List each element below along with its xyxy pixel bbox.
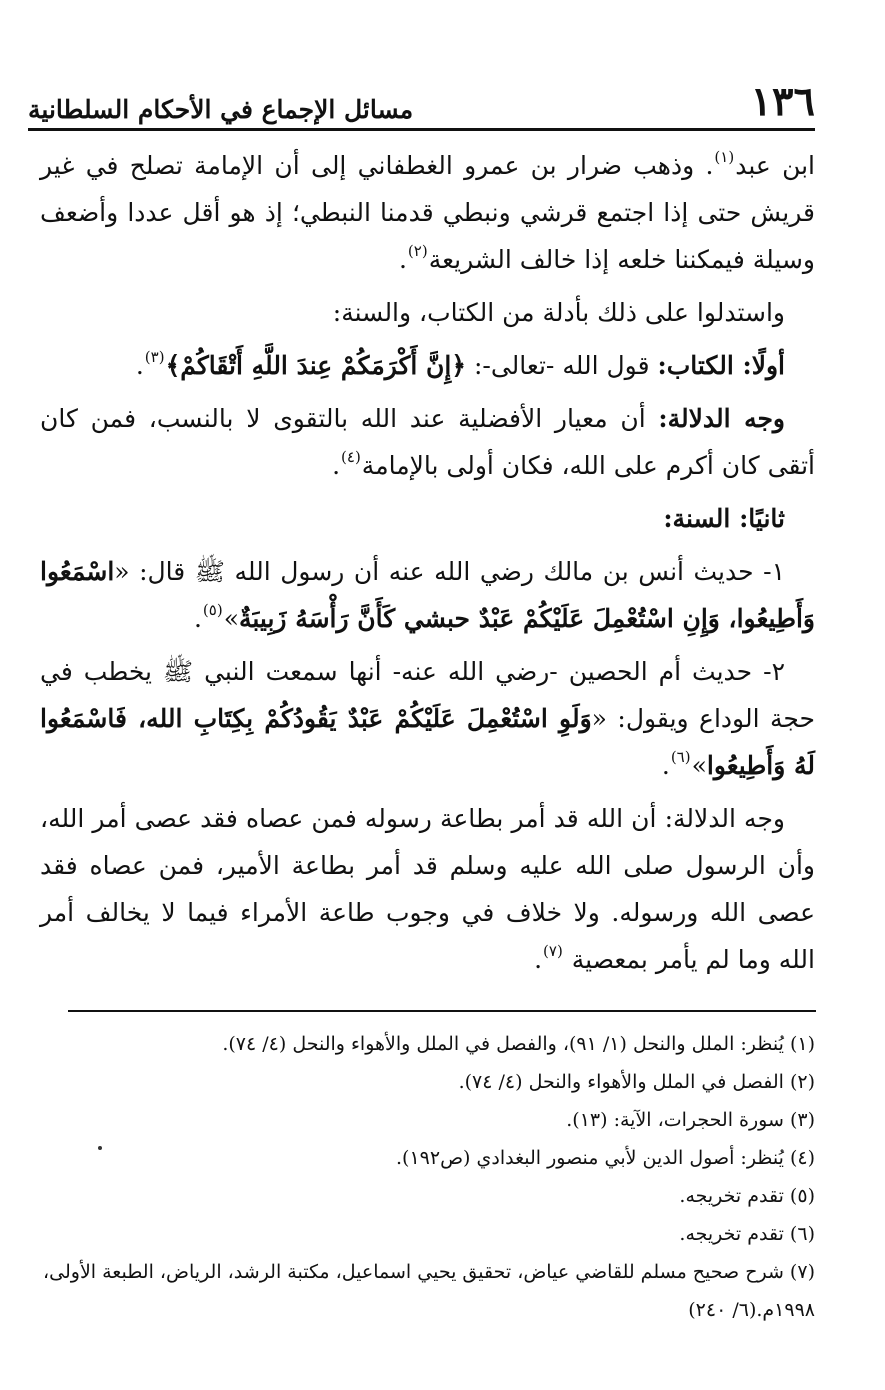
text-run: .: [534, 945, 543, 974]
text-run: .: [193, 604, 202, 633]
footnote-5: (٥) تقدم تخريجه.: [679, 1185, 815, 1207]
footnote-ref-3[interactable]: (٣): [144, 348, 165, 366]
quran-verse: ﴿إِنَّ أَكْرَمَكُمْ عِندَ اللَّهِ أَتْقَاكُمْ﴾: [165, 351, 467, 380]
text-run: .: [398, 245, 407, 274]
text-run: »: [691, 751, 707, 780]
footnote-6: (٦) تقدم تخريجه.: [679, 1223, 815, 1245]
footnote-3: (٣) سورة الحجرات، الآية: (١٣).: [566, 1109, 815, 1131]
paragraph-2: واستدلوا على ذلك بأدلة من الكتاب، والسنة:: [332, 298, 785, 327]
footnotes: [40, 1025, 815, 1329]
footnote-ref-6[interactable]: (٦): [670, 748, 691, 766]
paragraph-3: [40, 342, 815, 389]
footnote-ref-4[interactable]: (٤): [341, 448, 361, 466]
page-number: ١٣٦: [750, 78, 815, 125]
paragraph-4: [40, 395, 815, 489]
footnote-7: (٧) شرح صحيح مسلم للقاضي عياض، تحقيق يحيي اسماعيل، مكتبة الرشد، الرياض، الطبعة الأولى، ١٩٩٨م.(٦/ ٢٤٠): [43, 1261, 815, 1321]
paragraph-8: [40, 795, 815, 983]
paragraph-hadith-1: [40, 548, 815, 642]
text-run: .: [332, 451, 341, 480]
main-text: [40, 142, 815, 989]
footnote-ref-1[interactable]: (١): [714, 148, 735, 166]
footnote-1: (١) يُنظر: الملل والنحل (١/ ٩١)، والفصل في الملل والأهواء والنحل (٤/ ٧٤).: [222, 1033, 815, 1055]
footnote-ref-2[interactable]: (٢): [407, 242, 428, 260]
scan-speck: [98, 1146, 102, 1150]
section-heading-sunnah: ثانيًا: السنة:: [663, 504, 785, 533]
footnote-ref-5[interactable]: (٥): [202, 601, 223, 619]
text-run: .: [661, 751, 670, 780]
text-run: ابن عبد: [735, 151, 816, 180]
text-run: »: [223, 604, 239, 633]
hadith-text-1: اسْمَعُوا وَأَطِيعُوا، وَإِنِ اسْتُعْمِلَ عَلَيْكُمْ عَبْدٌ حبشي كَأَنَّ رَأْسَهُ زَبِيبَةٌ: [40, 557, 815, 633]
section-label-evidence: وجه الدلالة:: [658, 404, 785, 433]
text-run: ٢- حديث أم الحصين -رضي الله عنه- أنها سمعت النبي ﷺ يخطب في حجة الوداع ويقول: «: [40, 657, 815, 733]
footnote-2: (٢) الفصل في الملل والأهواء والنحل (٤/ ٧٤).: [458, 1071, 815, 1093]
text-run: أن معيار الأفضلية عند الله بالتقوى لا بالنسب، فمن كان أتقى كان أكرم على الله، فكان أولى بالإمامة: [40, 404, 815, 480]
text-run: .: [135, 351, 144, 380]
footnote-ref-7[interactable]: (٧): [543, 942, 563, 960]
text-run: وجه الدلالة: أن الله قد أمر بطاعة رسوله فمن عصاه فقد عصى أمر الله، وأن الرسول صلى الله عليه وسلم قد أمر بطاعة الأمير، فمن عصاه فقد عصى الله ورسوله. ولا خلاف في وجوب طاعة الأمراء فيما لا يخالف أمر الله وما لم يأمر بمعصية: [40, 804, 815, 974]
paragraph-hadith-2: [40, 648, 815, 789]
running-title: مسائل الإجماع في الأحكام السلطانية: [28, 95, 414, 124]
paragraph-1: [40, 142, 815, 283]
section-label-book: أولًا: الكتاب:: [657, 351, 785, 380]
hadith-text-2: وَلَوِ اسْتُعْمِلَ عَلَيْكُمْ عَبْدٌ يَقُودُكُمْ بِكِتَابِ الله، فَاسْمَعُوا لَهُ وَأَطِيعُوا: [40, 704, 815, 780]
text-run: قول الله -تعالى-:: [466, 351, 658, 380]
page-header: [28, 70, 815, 131]
footnote-divider: [68, 1010, 816, 1012]
text-run: ١- حديث أنس بن مالك رضي الله عنه أن رسول الله ﷺ قال: «: [114, 557, 785, 586]
text-run: . وذهب ضرار بن عمرو الغطفاني إلى أن الإمامة تصلح في غير قريش حتى إذا اجتمع قرشي ونبطي قدمنا النبطي؛ إذ هو أقل عددا وأضعف وسيلة فيمكننا خلعه إذا خالف الشريعة: [40, 151, 815, 274]
footnote-4: (٤) يُنظر: أصول الدين لأبي منصور البغدادي (ص١٩٢).: [396, 1147, 815, 1169]
